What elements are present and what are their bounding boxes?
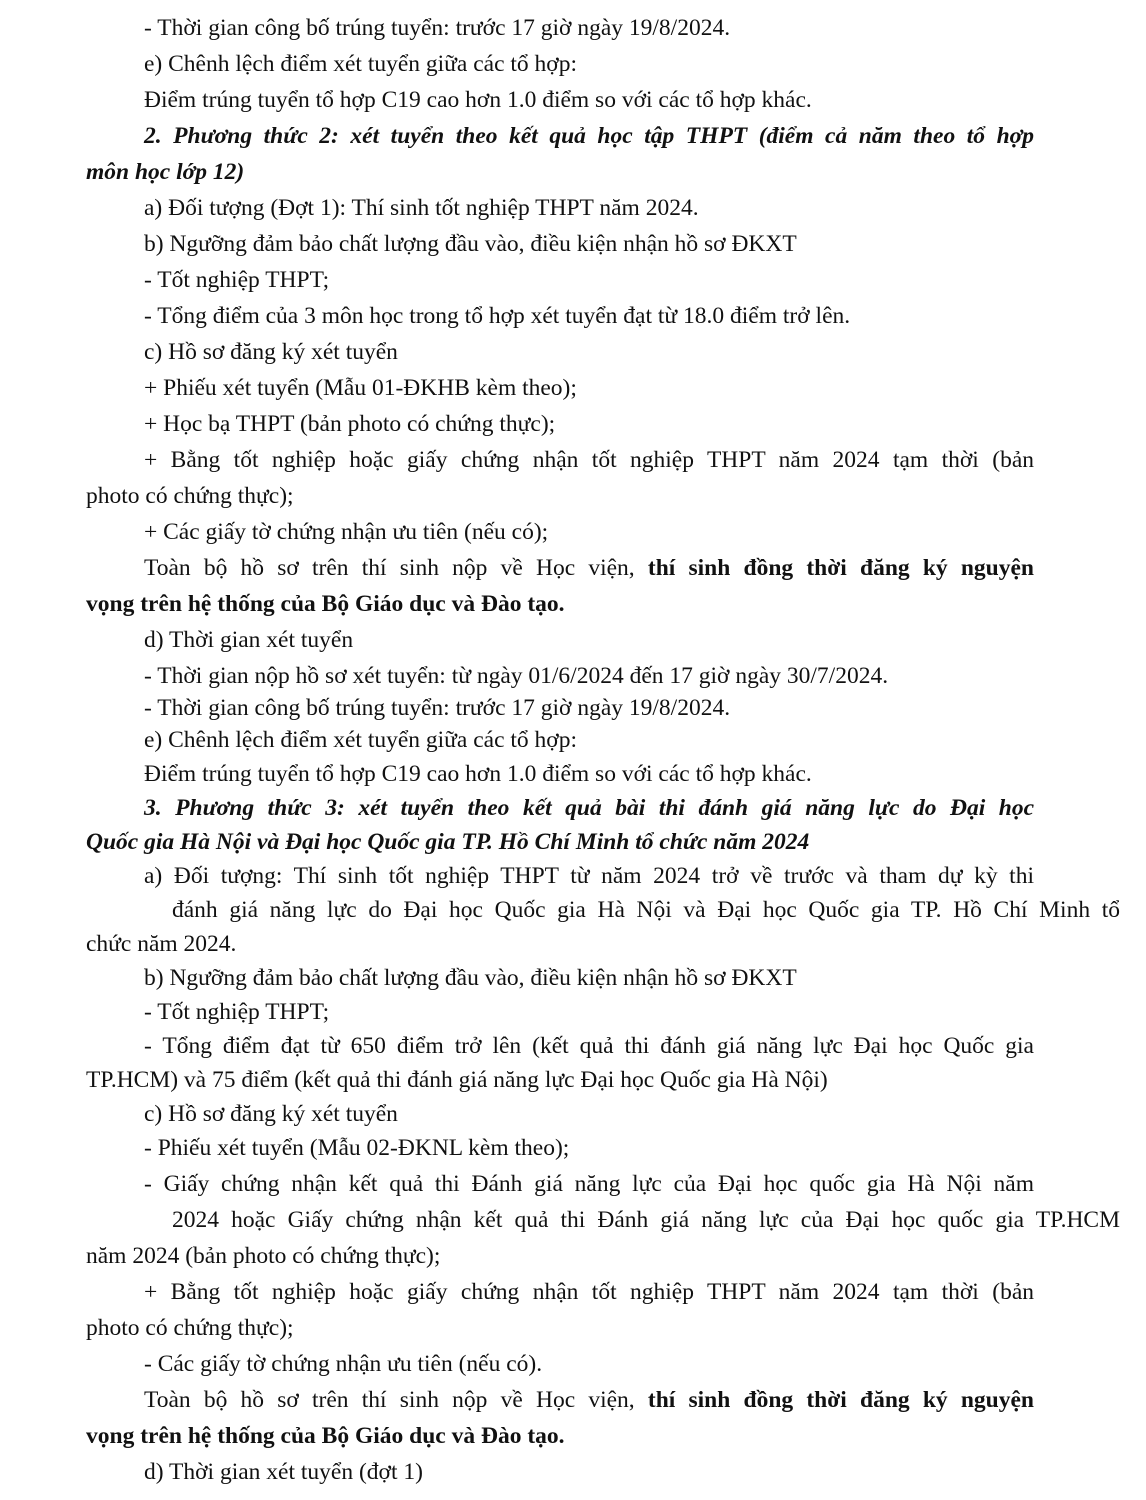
- section-heading-2: 2. Phương thức 2: xét tuyển theo kết quả học tập THPT (điểm cả năm theo tổ hợp: [144, 123, 1034, 149]
- text-line: + Phiếu xét tuyển (Mẫu 01-ĐKHB kèm theo);: [144, 375, 577, 401]
- text-line: - Các giấy tờ chứng nhận ưu tiên (nếu có).: [144, 1351, 543, 1377]
- text-line: - Tổng điểm đạt từ 650 điểm trở lên (kết quả thi đánh giá năng lực Đại học Quốc gia: [144, 1033, 1034, 1059]
- text-line: chức năm 2024.: [86, 931, 237, 957]
- text-line: + Các giấy tờ chứng nhận ưu tiên (nếu có);: [144, 519, 549, 545]
- text-line: Điểm trúng tuyển tổ hợp C19 cao hơn 1.0 điểm so với các tổ hợp khác.: [144, 761, 812, 787]
- text-line: - Tổng điểm của 3 môn học trong tổ hợp xét tuyển đạt từ 18.0 điểm trở lên.: [144, 303, 851, 329]
- text-line: - Thời gian công bố trúng tuyển: trước 17 giờ ngày 19/8/2024.: [144, 695, 731, 721]
- text-line: - Giấy chứng nhận kết quả thi Đánh giá năng lực của Đại học quốc gia Hà Nội năm: [144, 1171, 1034, 1197]
- bold-line: vọng trên hệ thống của Bộ Giáo dục và Đào tạo.: [86, 1423, 565, 1449]
- text-line: TP.HCM) và 75 điểm (kết quả thi đánh giá năng lực Đại học Quốc gia Hà Nội): [86, 1067, 828, 1093]
- text-line: e) Chênh lệch điểm xét tuyển giữa các tổ hợp:: [144, 727, 578, 753]
- text-run: Toàn bộ hồ sơ trên thí sinh nộp về Học viện,: [144, 1387, 635, 1413]
- text-line: - Phiếu xét tuyển (Mẫu 02-ĐKNL kèm theo);: [144, 1135, 570, 1161]
- text-line: - Thời gian nộp hồ sơ xét tuyển: từ ngày 01/6/2024 đến 17 giờ ngày 30/7/2024.: [144, 663, 889, 689]
- text-line: + Bằng tốt nghiệp hoặc giấy chứng nhận tốt nghiệp THPT năm 2024 tạm thời (bản: [144, 447, 1034, 473]
- bold-line: vọng trên hệ thống của Bộ Giáo dục và Đào tạo.: [86, 591, 565, 617]
- text-line-mixed: [86, 1384, 1034, 1416]
- text-line: e) Chênh lệch điểm xét tuyển giữa các tổ hợp:: [144, 51, 578, 77]
- section-heading-2-cont: môn học lớp 12): [86, 159, 245, 185]
- text-line: b) Ngưỡng đảm bảo chất lượng đầu vào, điều kiện nhận hồ sơ ĐKXT: [144, 965, 797, 991]
- text-line: - Thời gian công bố trúng tuyển: trước 17 giờ ngày 19/8/2024.: [144, 15, 731, 41]
- section-heading-3-cont: Quốc gia Hà Nội và Đại học Quốc gia TP. Hồ Chí Minh tổ chức năm 2024: [86, 829, 810, 855]
- text-line: năm 2024 (bản photo có chứng thực);: [86, 1243, 441, 1269]
- bold-run: thí sinh đồng thời đăng ký nguyện: [647, 1387, 1034, 1413]
- text-line: 2024 hoặc Giấy chứng nhận kết quả thi Đánh giá năng lực của Đại học quốc gia TP.HCM: [172, 1207, 1120, 1233]
- text-run: Toàn bộ hồ sơ trên thí sinh nộp về Học viện,: [144, 555, 635, 581]
- text-line: Điểm trúng tuyển tổ hợp C19 cao hơn 1.0 điểm so với các tổ hợp khác.: [144, 87, 812, 113]
- text-line: b) Ngưỡng đảm bảo chất lượng đầu vào, điều kiện nhận hồ sơ ĐKXT: [144, 231, 797, 257]
- text-line: - Tốt nghiệp THPT;: [144, 999, 330, 1025]
- text-line: - Tốt nghiệp THPT;: [144, 267, 330, 293]
- text-line: + Học bạ THPT (bản photo có chứng thực);: [144, 411, 556, 437]
- text-line: photo có chứng thực);: [86, 1315, 294, 1341]
- text-line-mixed: [86, 552, 1034, 584]
- text-line: a) Đối tượng (Đợt 1): Thí sinh tốt nghiệp THPT năm 2024.: [144, 195, 699, 221]
- text-line: c) Hồ sơ đăng ký xét tuyển: [144, 1101, 398, 1127]
- text-line: photo có chứng thực);: [86, 483, 294, 509]
- text-line: + Bằng tốt nghiệp hoặc giấy chứng nhận tốt nghiệp THPT năm 2024 tạm thời (bản: [144, 1279, 1034, 1305]
- text-line: đánh giá năng lực do Đại học Quốc gia Hà Nội và Đại học Quốc gia TP. Hồ Chí Minh tổ: [172, 897, 1120, 923]
- text-line: c) Hồ sơ đăng ký xét tuyển: [144, 339, 398, 365]
- text-line: a) Đối tượng: Thí sinh tốt nghiệp THPT từ năm 2024 trở về trước và tham dự kỳ thi: [144, 863, 1034, 889]
- section-heading-3: 3. Phương thức 3: xét tuyển theo kết quả bài thi đánh giá năng lực do Đại học: [144, 795, 1034, 821]
- bold-run: thí sinh đồng thời đăng ký nguyện: [647, 555, 1034, 581]
- text-line: d) Thời gian xét tuyển (đợt 1): [144, 1459, 423, 1485]
- text-line: d) Thời gian xét tuyển: [144, 627, 354, 653]
